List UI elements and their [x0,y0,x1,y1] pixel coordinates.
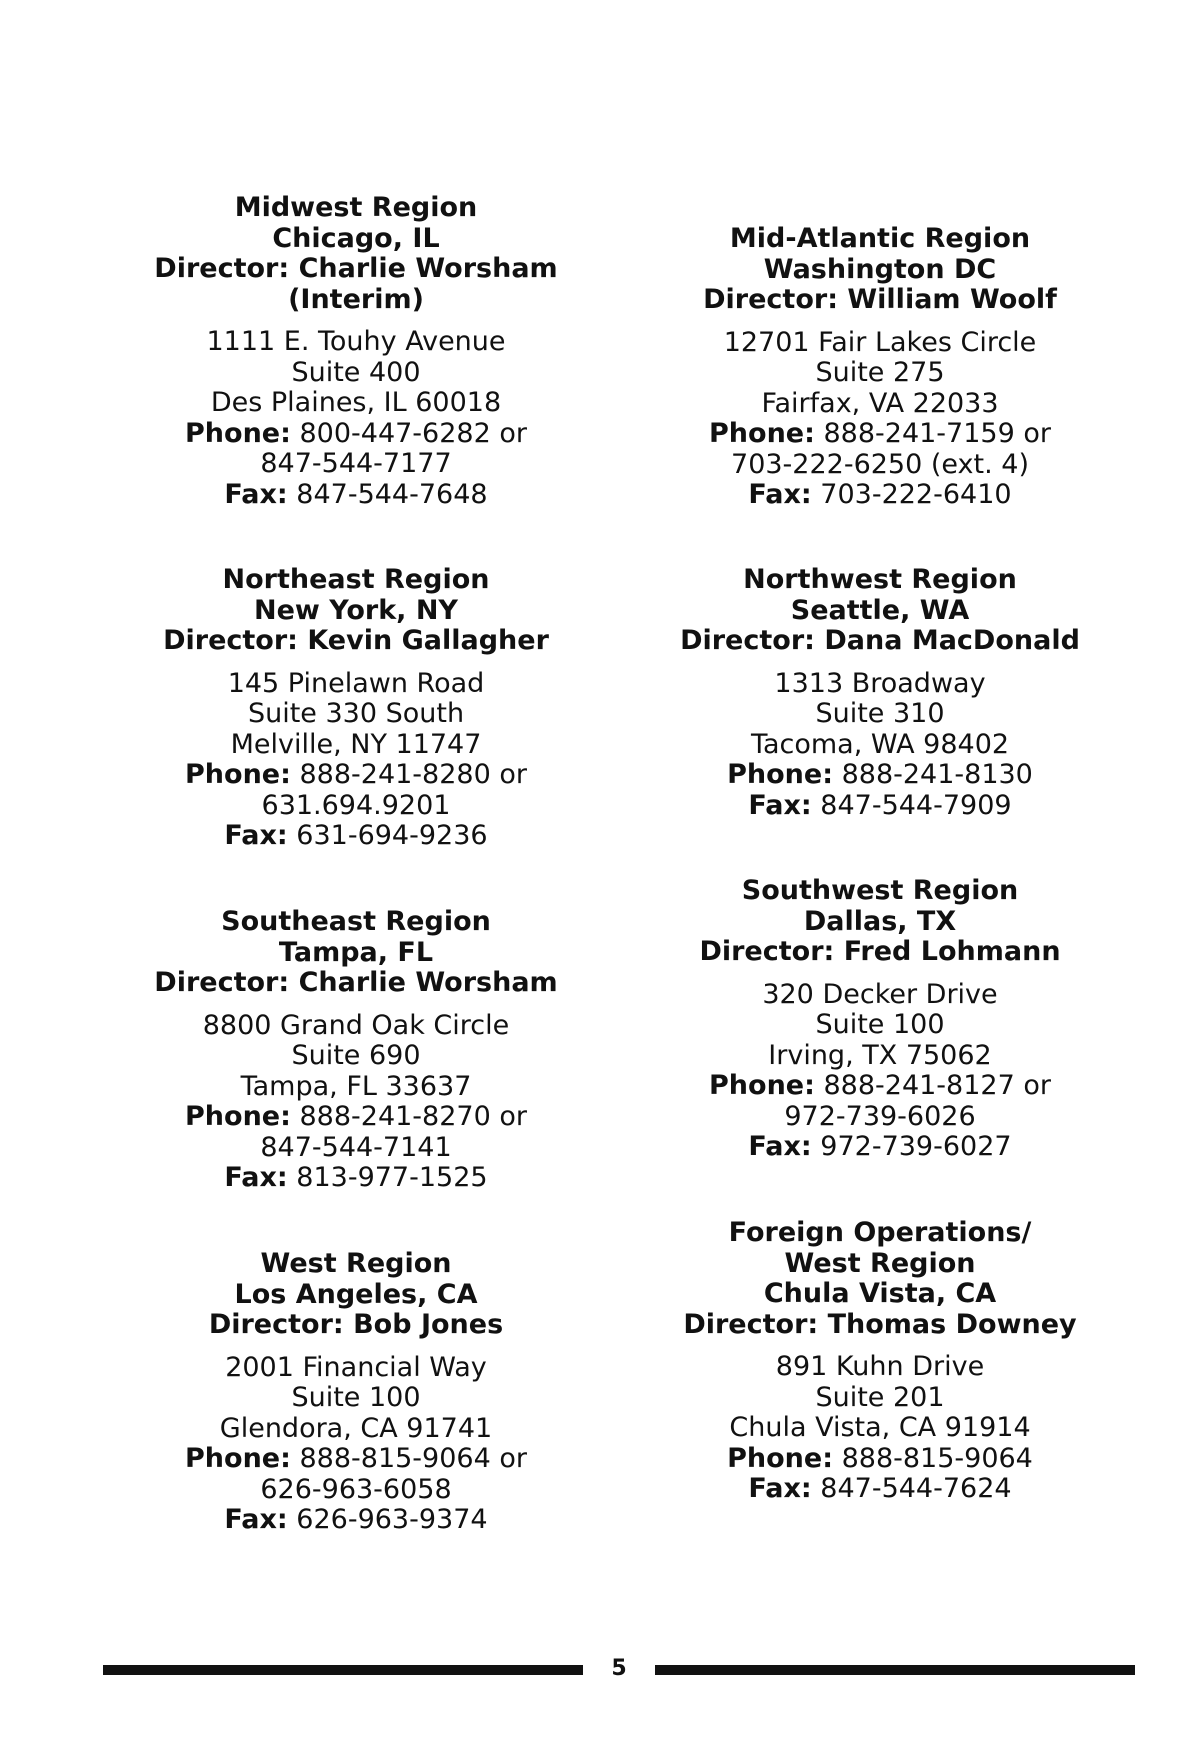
address-street: 12701 Fair Lakes Circle [723,326,1037,358]
region-director: Director: Thomas Downey [683,1308,1077,1340]
region-director: Director: William Woolf [703,284,1057,315]
region-director: Director: Bob Jones [208,1309,504,1340]
region-address [96,1353,616,1536]
region-city: Washington DC [763,253,997,285]
region-address [620,980,1140,1163]
region-city: Chicago, IL [272,222,440,254]
region-address [96,327,616,510]
region-city: New York, NY [254,594,458,626]
fax-label: Fax: [224,478,288,510]
region-director: Director: Kevin Gallagher [163,625,549,656]
phone-number-alt: 972-739-6026 [784,1100,976,1132]
page-footer [0,1654,1200,1684]
phone-line [620,419,1140,450]
fax-label: Fax: [748,1473,812,1504]
region-address [620,669,1140,822]
fax-line [96,821,616,852]
phone-number: 888-241-7159 or [823,418,1051,449]
region-name: Northwest Region [743,564,1017,595]
phone-number: 888-241-8127 or [823,1070,1051,1101]
region-city: Chula Vista, CA [763,1278,997,1309]
region-block-midwest [96,193,616,510]
region-city: Tampa, FL [278,936,434,968]
address-suite: Suite 275 [815,357,945,388]
fax-number: 703-222-6410 [820,479,1012,510]
fax-line [620,480,1140,511]
address-suite: Suite 330 South [247,698,465,729]
phone-number-alt: 703-222-6250 (ext. 4) [731,448,1029,480]
fax-line [96,480,616,511]
fax-label: Fax: [224,1504,288,1535]
phone-number: 888-241-8130 [841,759,1033,790]
fax-number: 972-739-6027 [820,1131,1012,1162]
address-street: 320 Decker Drive [762,978,998,1010]
region-address [96,1011,616,1194]
phone-number-alt: 847-544-7141 [260,1131,452,1163]
region-city: Seattle, WA [790,594,970,626]
region-block-foreign-operations [620,1218,1140,1505]
address-suite: Suite 310 [815,698,945,729]
region-subname: West Region [784,1247,976,1279]
phone-number-alt: 626-963-6058 [260,1473,452,1505]
phone-line [620,1071,1140,1102]
fax-label: Fax: [748,1131,812,1162]
left-column [96,0,616,1600]
page-number: 5 [611,1656,627,1681]
fax-number: 847-544-7624 [820,1473,1012,1504]
phone-label: Phone: [709,418,815,449]
phone-label: Phone: [709,1070,815,1101]
address-city-state-zip: Chula Vista, CA 91914 [729,1412,1031,1443]
fax-line [620,791,1140,822]
address-suite: Suite 400 [291,356,421,388]
phone-number: 888-241-8270 or [299,1101,527,1132]
region-name: Southwest Region [741,875,1019,906]
fax-label: Fax: [748,479,812,510]
phone-number-alt: 847-544-7177 [260,448,452,479]
region-director-note: (Interim) [288,283,424,315]
address-city-state-zip: Tampa, FL 33637 [240,1070,472,1102]
fax-number: 813-977-1525 [296,1162,488,1193]
region-director: Director: Fred Lohmann [699,936,1061,967]
phone-label: Phone: [185,417,291,449]
fax-number: 847-544-7648 [296,478,488,510]
region-name: Foreign Operations/ [728,1217,1032,1248]
fax-label: Fax: [224,820,288,851]
region-block-northwest [620,565,1140,821]
address-city-state-zip: Irving, TX 75062 [768,1039,992,1071]
right-column [620,0,1140,1600]
phone-line [96,419,616,450]
fax-number: 626-963-9374 [296,1504,488,1535]
phone-label: Phone: [727,759,833,790]
phone-number: 888-815-9064 or [299,1443,527,1474]
address-street: 2001 Financial Way [225,1351,487,1383]
phone-line [620,1444,1140,1475]
region-address [620,328,1140,511]
phone-line [620,760,1140,791]
address-street: 8800 Grand Oak Circle [202,1009,510,1041]
phone-line [96,1102,616,1133]
region-block-west [96,1249,616,1536]
fax-label: Fax: [224,1162,288,1193]
region-block-mid-atlantic [620,224,1140,511]
address-suite: Suite 690 [291,1040,421,1071]
phone-number: 888-815-9064 [841,1442,1033,1474]
address-city-state-zip: Glendora, CA 91741 [219,1412,493,1444]
address-suite: Suite 100 [291,1382,421,1413]
address-suite: Suite 100 [815,1009,945,1040]
region-address [620,1352,1140,1505]
phone-number: 888-241-8280 or [299,759,527,790]
footer-rule-right [655,1665,1135,1675]
region-block-southwest [620,876,1140,1163]
address-city-state-zip: Melville, NY 11747 [230,728,482,760]
address-street: 145 Pinelawn Road [227,667,485,699]
address-city-state-zip: Fairfax, VA 22033 [761,387,999,419]
phone-label: Phone: [185,1101,291,1132]
phone-label: Phone: [185,1443,291,1474]
region-name: Midwest Region [234,192,478,223]
region-name: Mid-Atlantic Region [729,223,1031,254]
region-address [96,669,616,852]
phone-label: Phone: [727,1442,833,1474]
address-street: 1111 E. Touhy Avenue [206,326,506,357]
address-city-state-zip: Tacoma, WA 98402 [750,728,1010,760]
region-city: Los Angeles, CA [234,1278,478,1310]
region-name: Southeast Region [221,906,491,937]
region-block-northeast [96,565,616,852]
region-name: Northeast Region [222,564,490,595]
address-street: 891 Kuhn Drive [775,1351,985,1382]
region-director: Director: Dana MacDonald [680,625,1080,656]
fax-number: 847-544-7909 [820,789,1012,821]
region-director: Director: Charlie Worsham [154,253,558,284]
address-city-state-zip: Des Plaines, IL 60018 [210,387,502,418]
region-name: West Region [260,1248,452,1279]
address-suite: Suite 201 [815,1381,945,1413]
phone-line [96,760,616,791]
fax-line [620,1132,1140,1163]
fax-label: Fax: [748,789,812,821]
phone-number-alt: 631.694.9201 [261,789,451,821]
phone-label: Phone: [185,759,291,790]
footer-rule-left [103,1665,583,1675]
address-street: 1313 Broadway [774,667,986,699]
region-block-southeast [96,907,616,1194]
phone-line [96,1444,616,1475]
fax-line [620,1474,1140,1505]
fax-number: 631-694-9236 [296,820,488,851]
fax-line [96,1163,616,1194]
region-city: Dallas, TX [803,905,957,937]
fax-line [96,1505,616,1536]
region-director: Director: Charlie Worsham [154,967,558,998]
phone-number: 800-447-6282 or [299,417,527,449]
